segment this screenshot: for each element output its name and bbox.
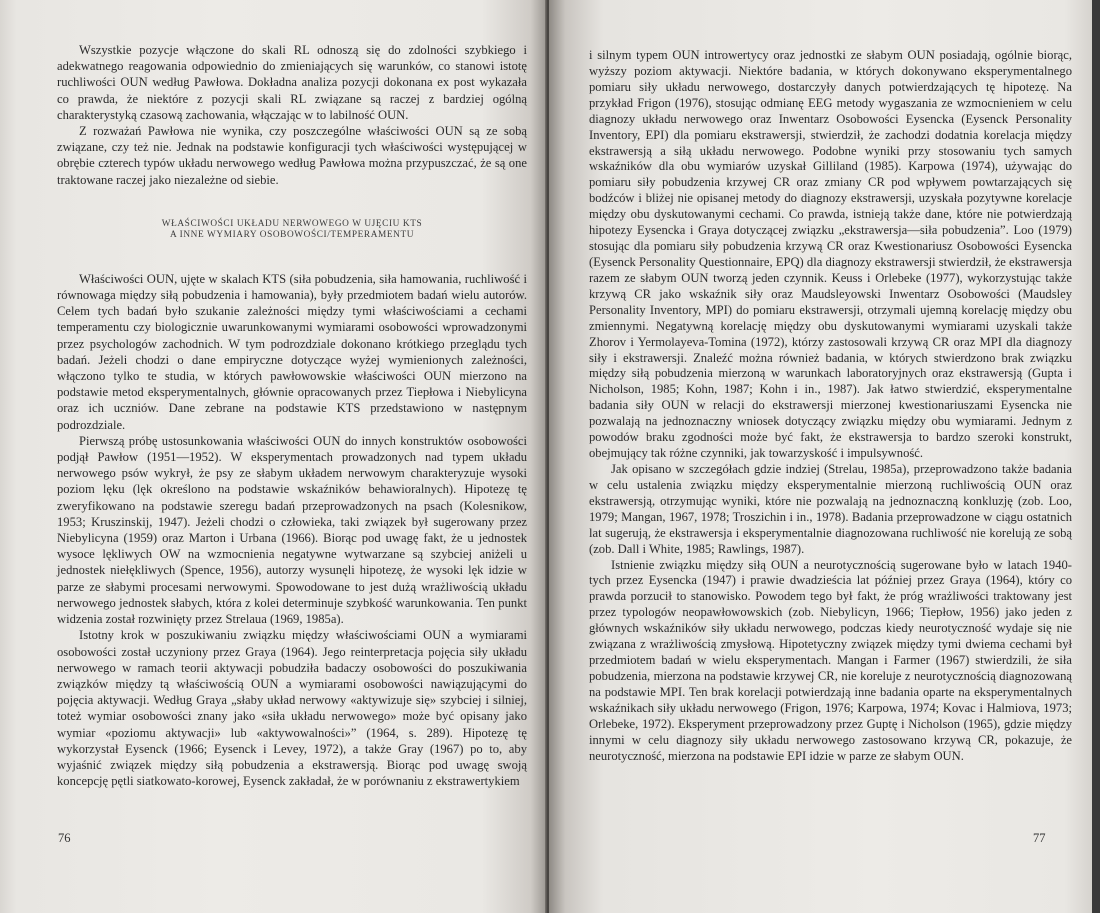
paragraph: Właściwości OUN, ujęte w skalach KTS (siła pobudzenia, siła hamowania, ruchliwość i równowaga między siłą pobudzenia i hamowania), były przedmiotem badań wielu autorów. Celem tych badań było szukanie zależności między tymi właściwościami a cechami temperamentu czy biologicznie uwarunkowanymi wymiarami osobowości wprowadzonymi przez psychologów zachodnich. W tym podrozdziale dokonano krótkiego przeglądu tych badań. Jeżeli chodzi o dane empiryczne dotyczące wyżej wymienionych zależności, włączono tylko te studia, w których pawłowowskie właściwości OUN mierzono na podstawie metod eksperymentalnych, głównie opracowanych przez Tiepłowa i Niebylicyna oraz ich uczniów. Dane zebrane na podstawie KTS przedstawiono w następnym podrozdziale.: [57, 271, 527, 432]
section-heading: [57, 219, 527, 241]
paragraph: Wszystkie pozycje włączone do skali RL odnoszą się do zdolności szybkiego i adekwatnego reagowania odpowiednio do zmieniających się warunków, co stanowi istotę ruchliwości OUN według Pawłowa. Dokładna analiza pozycji dokonana ex post wykazała co prawda, że niektóre z pozycji skali RL związane są raczej z bardziej ogólną charakterystyką czasową zachowania, włączając w to labilność OUN.: [57, 43, 527, 122]
page-number: 77: [1033, 831, 1046, 845]
right-page: [549, 0, 1092, 913]
paragraph: Jak opisano w szczegółach gdzie indziej (Strelau, 1985a), przeprowadzono także badania w celu ustalenia związku między eksperymentalnie mierzoną ruchliwością OUN oraz ekstrawersją, otrzymując wyniki, które nie pozwalają na jednoznaczną konkluzję (zob. Loo, 1979; Mangan, 1967, 1978; Troszichin i in., 1978). Badania przeprowadzone w ciągu ostatnich lat sugerują, że ekstrawersja i eksperymentalnie diagnozowana ruchliwość nie korelują ze sobą (zob. Dall i White, 1985; Rawlings, 1987).: [589, 461, 1072, 556]
section-heading-line: WŁAŚCIWOŚCI UKŁADU NERWOWEGO W UJĘCIU KTS: [161, 218, 423, 229]
page-number: 76: [58, 831, 71, 845]
right-text-column: [589, 48, 1072, 764]
paragraph: Istnienie związku między siłą OUN a neurotycznością sugerowane było w latach 1940-tych przez Eysencka (1947) i prawie dwadzieścia lat później przez Graya (1964), który co prawda porzucił to stanowisko. Powodem tego był fakt, że próg wrażliwości traktowany jest przez typologów neopawłowowskich (zob. Niebylicyn, 1966; Tiepłow, 1956) jako jeden z głównych wskaźników siły układu nerwowego, podczas kiedy neurotyczność wydaje się nie związana z wrażliwością zmysłową. Hipotetyczny związek między tymi dwiema cechami był przedmiotem badań w wielu eksperymentach. Mangan i Farmer (1967) stwierdzili, że siła pobudzenia, mierzona na podstawie krzywej CR, nie koreluje z neurotycznością diagnozowaną na podstawie MPI. Ten brak korelacji potwierdzają inne badania oparte na eksperymentalnych wskaźnikach siły układu nerwowego (Frigon, 1976; Karpowa, 1974; Kovac i Halmiova, 1973; Orlebeke, 1972). Eksperyment przeprowadzony przez Guptę i Nicholson (1965), gdzie między innymi w celu diagnozy siły układu nerwowego zastosowano krzywą CR, pokazuje, że neurotyczność, mierzona na podstawie EPI idzie w parze ze słabym OUN.: [589, 557, 1072, 763]
paragraph: Pierwszą próbę ustosunkowania właściwości OUN do innych konstruktów osobowości podjął Pawłow (1951—1952). W eksperymentach prowadzonych nad typem układu nerwowego psów wykrył, że psy ze słabym układem nerwowym charakteryzuje wysoki poziom lęku (lęk określono na podstawie wskaźników behawioralnych). Hipotezę tę zweryfikowano na podstawie szeregu badań przeprowadzonych na psach (Kolesnikow, 1953; Kruszinskij, 1947). Jeżeli chodzi o człowieka, taki związek był sugerowany przez Niebylicyna (1959) oraz Marton i Urbana (1966). Biorąc pod uwagę fakt, że u jednostek wysoce lękliwych OW na wzmocnienia negatywne wytwarzane są szybciej aniżeli u jednostek niełękliwych (Spence, 1956), autorzy wysunęli hipotezę, że wysoki lęk idzie w parze ze słabymi procesami nerwowymi. Spowodowane to jest dużą wrażliwością układu nerwowego jednostek słabych, która z kolei determinuje szybkość warunkowania. Ten punkt widzenia został rozwinięty przez Strelaua (1969, 1985a).: [57, 433, 527, 627]
left-page: [0, 0, 547, 913]
left-text-column: [57, 42, 527, 789]
paragraph: i silnym typem OUN introwertycy oraz jednostki ze słabym OUN posiadają, ogólnie biorąc, wyższy poziom aktywacji. Niektóre badania, w których dokonywano eksperymentalnego pomiaru siły układu nerwowego, dostarczyły danych potwierdzających tę hipotezę. Na przykład Frigon (1976), stosując odmianę EEG metody wygaszania ze wzmocnieniem w celu diagnozy układu nerwowego oraz Inwentarz Osobowości Eysencka (Eysenck Personality Inventory, EPI) dla pomiaru ekstrawersji, stwierdził, że zachodzi dodatnia korelacja między ekstrawersją a siłą układu nerwowego. Podobne wyniki przy stosowaniu tych samych wskaźników dla obu wymiarów uzyskał Gilliland (1985). Karpowa (1974), używając do pomiaru siły pobudzenia krzywej CR oraz zmiany CR pod wpływem powtarzających się bodźców i bliżej nie opisanej metody do diagnozy ekstrawersji, uzyskała pozytywne korelacje między obu dyskutowanymi cechami. Co prawda, istnieją także dane, które nie potwierdzają hipotezy Eysencka i Graya dotyczącej związku „ekstrawersja—siła pobudzenia”. Loo (1979) stosując dla pomiaru siły pobudzenia krzywą CR oraz Kwestionariusz Osobowości Eysencka (Eysenck Personality Questionnaire, EPQ) dla diagnozy ekstrawersji stwierdził, że ekstrawersja razem ze słabym OUN tworzą jeden czynnik. Keuss i Orlebeke (1977), wykorzystując także krzywą CR jako wskaźnik siły oraz Maudsleyowski Inwentarz Osobowości (Maudsley Personality Inventory, MPI) do pomiaru ekstrawersji, otrzymali ujemną korelację między obu zmiennymi. Negatywną korelację między obu dyskutowanymi wymiarami uzyskali także Zhorov i Yermolayeva-Tomina (1972), którzy zastosowali krzywą CR oraz MPI dla diagnozy siły i ekstrawersji. Znaleźć można również badania, w których stwierdzono brak związku między siłą pobudzenia mierzoną w warunkach laboratoryjnych oraz ekstrawersją (Gupta i Nicholson, 1985; Kohn, 1987; Kohn i in., 1987). Jak łatwo stwierdzić, eksperymentalne badania siły OUN w relacji do ekstrawersji mierzonej kwestionariuszami Eysencka nie pozwalają na jednoznaczny wniosek dotyczący związku między obu wymiarami. Jednym z powodów braku zgodności może być fakt, że ekstrawersja to bardzo szeroki konstrukt, obejmujący tak różne czynniki, jak towarzyskość i impulsywność.: [589, 48, 1072, 461]
paragraph: Z rozważań Pawłowa nie wynika, czy poszczególne właściwości OUN są ze sobą związane, czy też nie. Jednak na podstawie konfiguracji tych właściwości występującej w obrębie czterech typów układu nerwowego według Pawłowa można przypuszczać, że są one traktowane raczej jako niezależne od siebie.: [57, 124, 527, 187]
paragraph: Istotny krok w poszukiwaniu związku między właściwościami OUN a wymiarami osobowości został uczyniony przez Graya (1964). Jego reinterpretacja pojęcia siły układu nerwowego w ramach teorii aktywacji pobudziła badaczy osobowości do poszukiwania związków między tą właściwością OUN a wymiarami osobowości nawiązującymi do pojęcia aktywacji. Według Graya „słaby układ nerwowy «aktywizuje się» szybciej i silniej, toteż wymiar osobowości znany jako «siła układu nerwowego» może być opisany jako wymiar «poziomu aktywacji» lub «aktywowalności»” (1964, s. 289). Hipotezę tę wykorzystał Eysenck (1966; Eysenck i Levey, 1972), a także Gray (1967) po to, aby wyjaśnić związek między siłą pobudzenia a ekstrawersją. Biorąc pod uwagę swoją koncepcję pętli siatkowato-korowej, Eysenck zakładał, że w porównaniu z ekstrawertykiem: [57, 628, 527, 789]
page-edge: [1092, 0, 1100, 913]
section-heading-line: A INNE WYMIARY OSOBOWOŚCI/TEMPERAMENTU: [169, 229, 415, 240]
